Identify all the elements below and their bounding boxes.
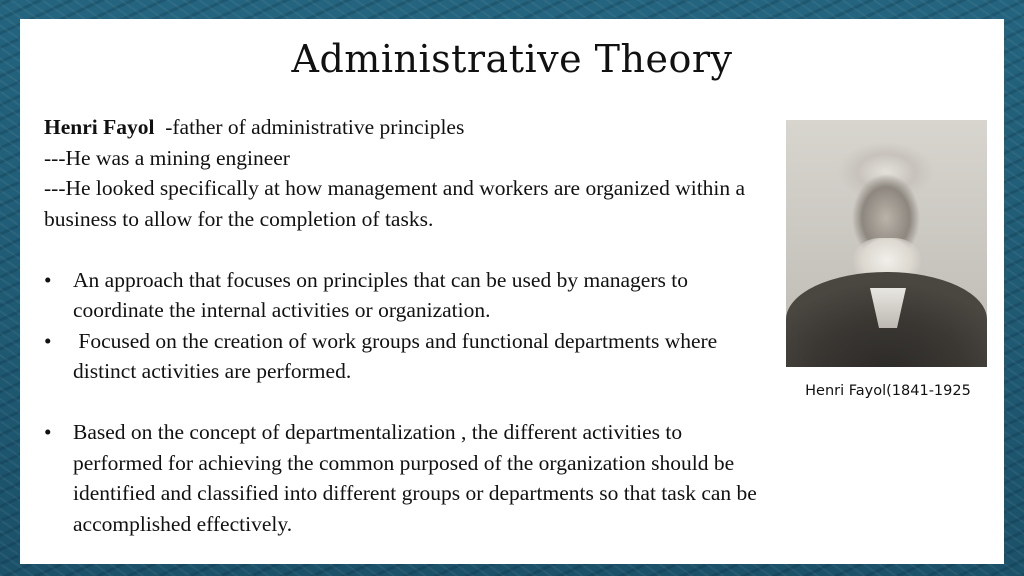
photo-caption: Henri Fayol(1841-1925 xyxy=(805,383,971,399)
bullet-text: Focused on the creation of work groups and functional departments where distinct activities are performed. xyxy=(73,328,723,383)
slide-title: Administrative Theory xyxy=(291,37,733,81)
bullet-text: An approach that focuses on principles that can be used by managers to coordinate the internal activities or organization. xyxy=(73,267,688,322)
bullet-marker: • xyxy=(44,420,52,444)
slide-panel xyxy=(20,19,1004,564)
fayol-name: Henri Fayol xyxy=(44,115,155,139)
intro-line-1 xyxy=(44,112,774,143)
intro-line-2: ---He was a mining engineer xyxy=(44,145,290,170)
intro-line-3: ---He looked specifically at how management and workers are organized within a business to allow for the completion of tasks. xyxy=(44,176,746,231)
fayol-description: -father of administrative principles xyxy=(154,115,465,139)
bullet-marker: • xyxy=(44,328,52,353)
spacer xyxy=(44,387,774,418)
bullet-item-2 xyxy=(44,326,774,387)
bullet-marker: • xyxy=(44,267,52,292)
spacer xyxy=(44,234,774,265)
bullet-item-3 xyxy=(44,417,774,539)
bullet-item-1 xyxy=(44,265,774,326)
fayol-portrait-photo xyxy=(786,120,987,367)
slide-body xyxy=(44,112,774,539)
bullet-text: Based on the concept of departmentalization , the different activities to performed for achieving the common purposed of the organization should be identified and classified into different groups or departments so that task can be accomplished effectively. xyxy=(73,420,757,536)
